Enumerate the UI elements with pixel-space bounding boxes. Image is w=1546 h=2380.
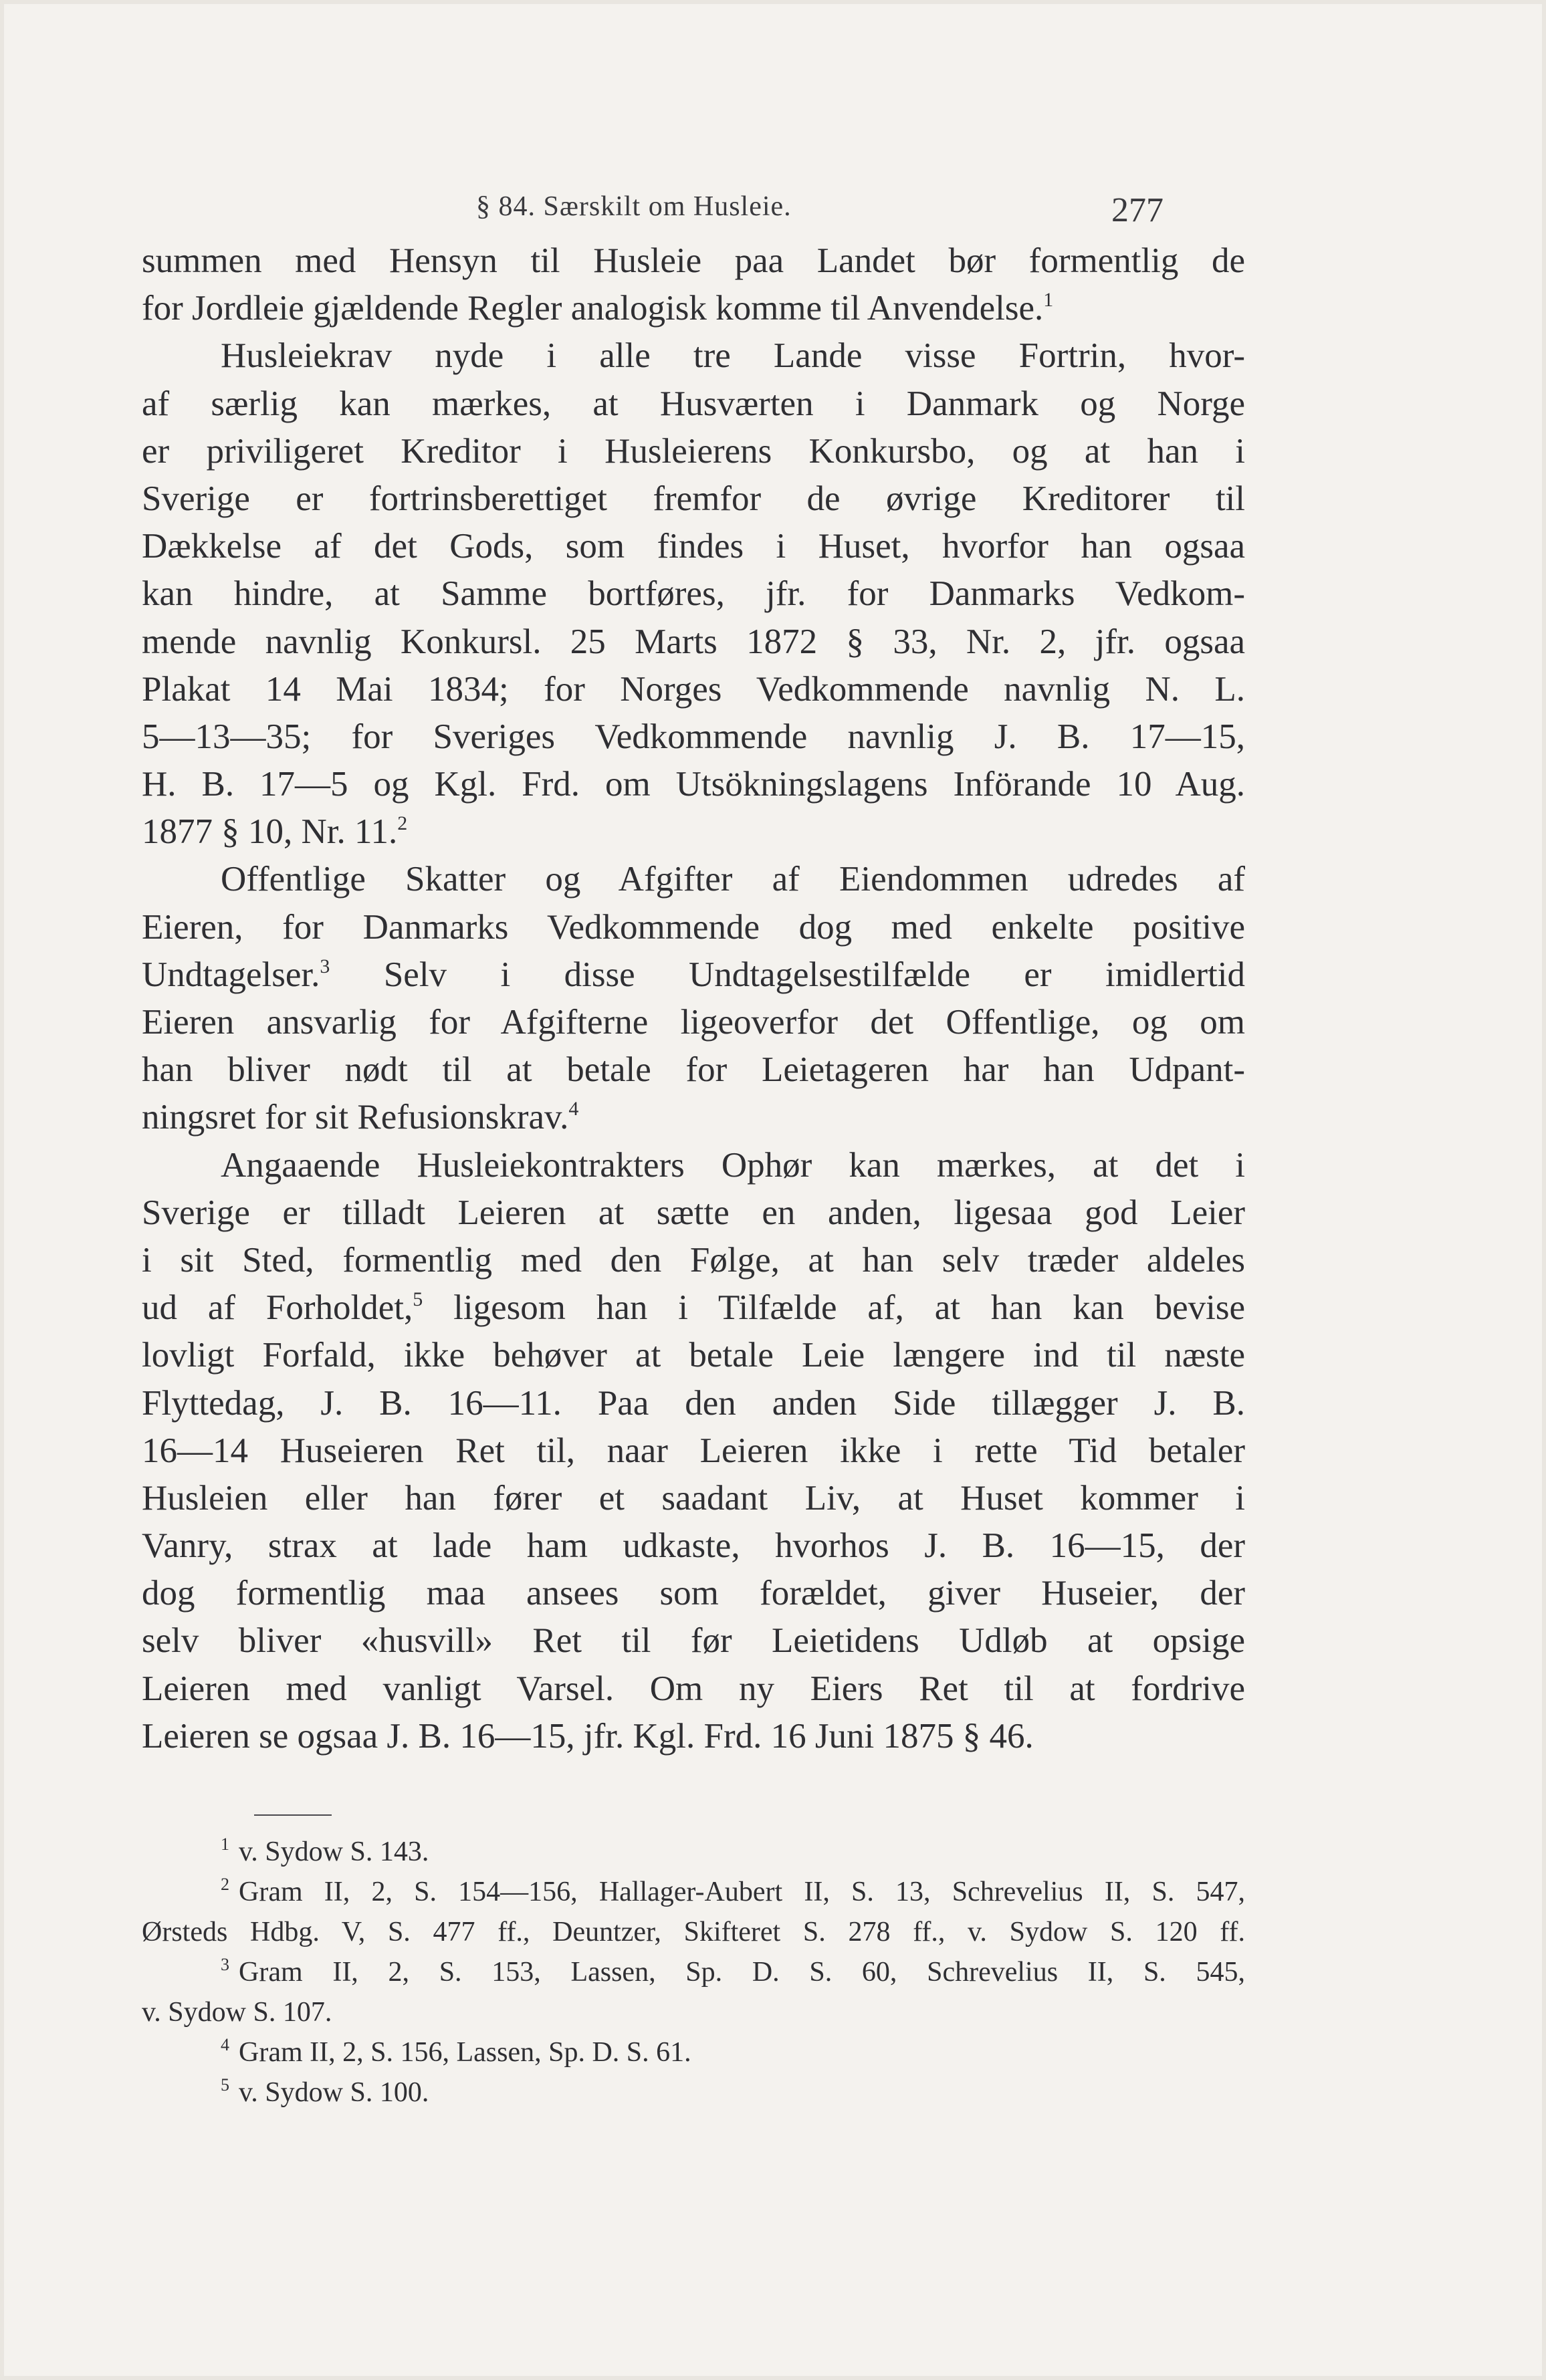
footnote-mark: 5 — [221, 2075, 229, 2095]
text-line: 5—13—35; for Sveriges Vedkommende navnlig J. B. 17—15, — [142, 717, 1245, 756]
footnote-continuation: v. Sydow S. 107. — [142, 1997, 332, 2028]
text-line: Leieren med vanligt Varsel. Om ny Eiers Ret til at fordrive — [142, 1669, 1245, 1708]
footnote-divider — [254, 1814, 332, 1816]
text-span: for Jordleie gjældende Regler analogisk komme til Anvendelse. — [142, 289, 1044, 328]
footnote-ref: 2 — [397, 812, 408, 835]
text-line: Eieren, for Danmarks Vedkommende dog med enkelte positive — [142, 907, 1245, 947]
footnote-text: Gram II, 2, S. 154—156, Hallager-Aubert II, S. 13, Schrevelius II, S. 547, — [239, 1877, 1245, 1907]
text-line: mende navnlig Konkursl. 25 Marts 1872 § 33, Nr. 2, jfr. ogsaa — [142, 622, 1245, 661]
text-line: kan hindre, at Samme bortføres, jfr. for Danmarks Vedkom- — [142, 574, 1245, 614]
footnote-mark: 2 — [221, 1875, 229, 1894]
text-line: er priviligeret Kreditor i Husleierens Konkursbo, og at han i — [142, 431, 1245, 471]
footnote — [142, 1872, 1245, 1912]
text-span: 1877 § 10, Nr. 11. — [142, 812, 398, 852]
text-line: Plakat 14 Mai 1834; for Norges Vedkommende navnlig N. L. — [142, 669, 1245, 709]
text-line — [142, 1284, 1245, 1332]
footnote — [142, 2072, 1245, 2113]
text-line: lovligt Forfald, ikke behøver at betale Leie længere ind til næste — [142, 1336, 1245, 1375]
text-line: H. B. 17—5 og Kgl. Frd. om Utsökningslagens Införande 10 Aug. — [142, 765, 1245, 804]
text-line: Dækkelse af det Gods, som findes i Huset, hvorfor han ogsaa — [142, 527, 1245, 566]
text-line: Sverige er fortrinsberettiget fremfor de øvrige Kreditorer til — [142, 479, 1245, 518]
text-line: selv bliver «husvill» Ret til før Leietidens Udløb at opsige — [142, 1621, 1245, 1661]
footnote — [142, 2032, 1245, 2072]
text-line — [142, 285, 1245, 332]
text-line: summen med Hensyn til Husleie paa Landet bør formentlig de — [142, 241, 1245, 280]
footnote-ref: 4 — [568, 1098, 579, 1120]
page-number: 277 — [1111, 191, 1164, 229]
text-span: ningsret for sit Refusionskrav. — [142, 1098, 569, 1137]
footnotes — [142, 1832, 1245, 2113]
footnote-mark: 3 — [221, 1955, 229, 1974]
text-line: i sit Sted, formentlig med den Følge, at han selv træder aldeles — [142, 1240, 1245, 1280]
text-line: Leieren se ogsaa J. B. 16—15, jfr. Kgl. Frd. 16 Juni 1875 § 46. — [142, 1716, 1034, 1756]
footnote-text: v. Sydow S. 100. — [239, 2077, 429, 2108]
running-header — [0, 191, 1546, 244]
footnote-text: Gram II, 2, S. 153, Lassen, Sp. D. S. 60, Schrevelius II, S. 545, — [239, 1957, 1245, 1988]
footnote-ref: 5 — [413, 1288, 423, 1311]
text-span: Selv i disse Undtagelsestilfælde er imidlertid — [383, 955, 1245, 994]
text-span: Undtagelser. — [142, 955, 320, 994]
text-line — [142, 951, 1245, 999]
text-line: Husleien eller han fører et saadant Liv, at Huset kommer i — [142, 1478, 1245, 1518]
text-line: af særlig kan mærkes, at Husværten i Danmark og Norge — [142, 384, 1245, 423]
footnote-ref: 3 — [320, 955, 330, 977]
footnote-text: v. Sydow S. 143. — [239, 1836, 429, 1867]
footnote — [142, 1952, 1245, 1992]
text-span: ud af Forholdet, — [142, 1288, 413, 1328]
text-line: Flyttedag, J. B. 16—11. Paa den anden Side tillægger J. B. — [142, 1383, 1245, 1423]
main-text — [142, 237, 1245, 1760]
text-span: ligesom han i Tilfælde af, at han kan bevise — [453, 1288, 1245, 1328]
text-line: Husleiekrav nyde i alle tre Lande visse Fortrin, hvor- — [221, 336, 1245, 376]
text-line: Vanry, strax at lade ham udkaste, hvorhos J. B. 16—15, der — [142, 1526, 1245, 1566]
text-line: Offentlige Skatter og Afgifter af Eiendommen udredes af — [221, 860, 1245, 899]
text-line: Eieren ansvarlig for Afgifterne ligeoverfor det Offentlige, og om — [142, 1003, 1245, 1042]
footnote-text: Gram II, 2, S. 156, Lassen, Sp. D. S. 61. — [239, 2037, 691, 2068]
footnote-continuation: Ørsteds Hdbg. V, S. 477 ff., Deuntzer, Skifteret S. 278 ff., v. Sydow S. 120 ff. — [142, 1917, 1245, 1947]
text-line: dog formentlig maa ansees som forældet, giver Huseier, der — [142, 1574, 1245, 1613]
text-line — [142, 808, 1245, 856]
text-line: han bliver nødt til at betale for Leietageren har han Udpant- — [142, 1050, 1245, 1090]
footnote-mark: 1 — [221, 1834, 229, 1854]
section-heading: § 84. Særskilt om Husleie. — [476, 191, 792, 222]
footnote-ref: 1 — [1043, 289, 1054, 312]
text-line — [142, 1094, 1245, 1141]
text-line: Sverige er tilladt Leieren at sætte en anden, ligesaa god Leier — [142, 1193, 1245, 1232]
footnote-mark: 4 — [221, 2035, 229, 2054]
text-line: 16—14 Huseieren Ret til, naar Leieren ikke i rette Tid betaler — [142, 1431, 1245, 1470]
text-line: Angaaende Husleiekontrakters Ophør kan mærkes, at det i — [221, 1145, 1245, 1185]
footnote — [142, 1832, 1245, 1872]
